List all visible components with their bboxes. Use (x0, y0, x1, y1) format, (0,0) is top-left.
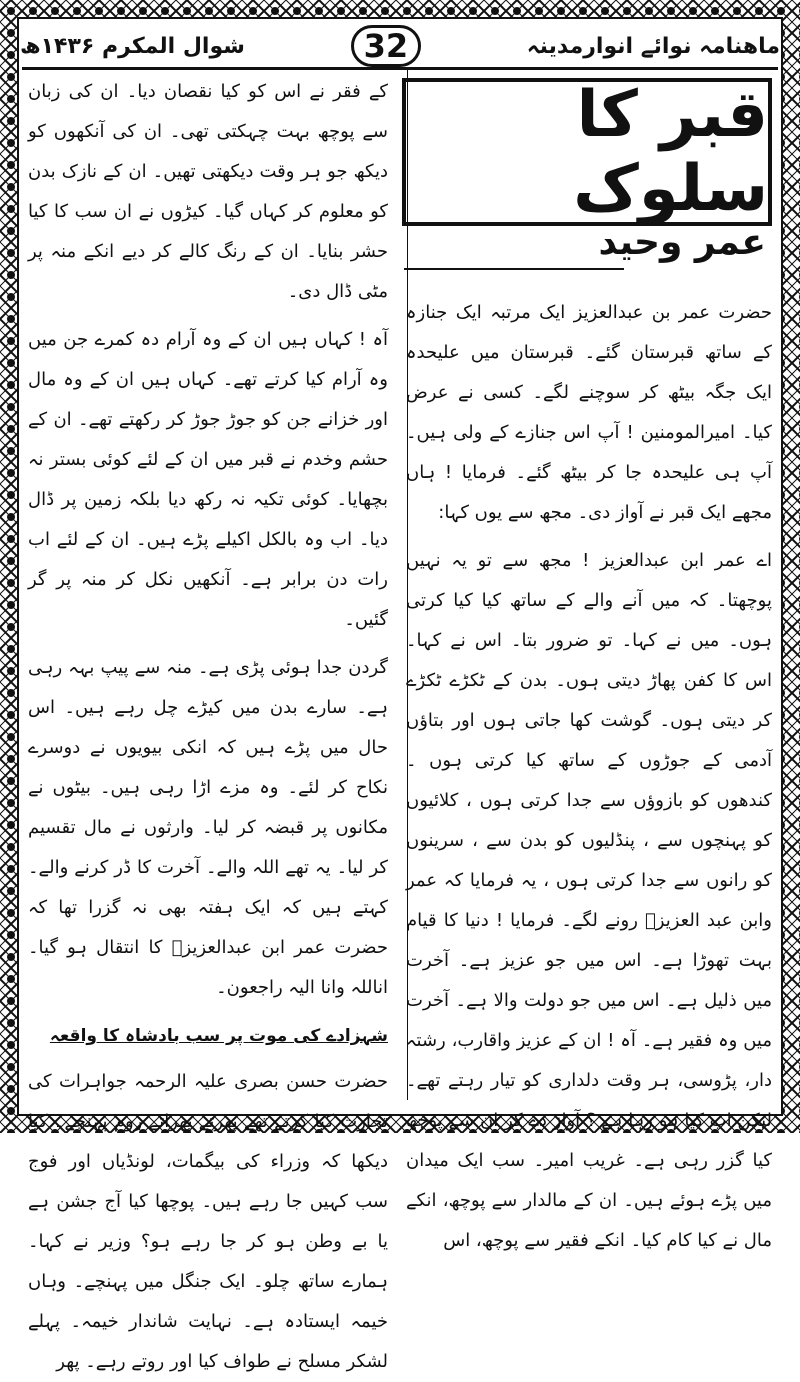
left-column (28, 72, 388, 1372)
right-column (406, 293, 772, 1251)
article-author: عمر وحید (598, 222, 766, 263)
author-rule (404, 268, 624, 270)
magazine-name: ماھنامہ نوائے انوارمدینہ (526, 33, 780, 59)
paragraph: اے عمر ابن عبدالعزیز ! مجھ سے تو یہ نہیں پوچھتا۔ کہ میں آنے والے کے ساتھ کیا کیا کرتی ہوں۔ میں نے کہا۔ تو ضرور بتا۔ اس نے کہا۔ اس کا کفن پھاڑ دیتی ہوں۔ بدن کے ٹکڑے ٹکڑے کر دیتی ہوں۔ گوشت کھا جاتی ہوں اور بتاؤں آدمی کے جوڑوں کے ساتھ کیا کرتی ہوں ۔ کندھوں کو بازوؤں سے جدا کرتی ہوں ، کلائیوں کو پہنچوں سے ، پنڈلیوں کو بدن سے ، سرینوں کو رانوں سے جدا کرتی ہوں ، یہ فرمایا کہ عمر وابن عبد العزیزؒ رونے لگے۔ فرمایا ! دنیا کا قیام بہت تھوڑا ہے۔ اس میں جو عزیز ہے۔ آخرت میں ذلیل ہے۔ اس میں جو دولت والا ہے۔ آخرت میں وہ فقیر ہے۔ آہ ! ان کے عزیز واقارب، رشتہ دار، پڑوسی، ہر وقت دلداری کو تیار رہتے تھے۔ لیکن اب کیا ہو رہا ہے ؟ آواز دے کر ان سے پوچھ کیا گزر رہی ہے۔ غریب امیر۔ سب ایک میدان میں پڑے ہوئے ہیں۔ ان کے مالدار سے پوچھ، انکے مال نے کیا کام کیا۔ انکے فقیر سے پوچھ، اس (406, 550, 772, 1251)
title-box (402, 78, 772, 226)
issue-date: شوال المکرم ۱۴۳۶ھ (20, 33, 245, 59)
section-subheading: شہزادے کی موت پر سب بادشاہ کا واقعہ (49, 1026, 388, 1046)
paragraph: آہ ! کہاں ہیں ان کے وہ آرام دہ کمرے جن میں وہ آرام کیا کرتے تھے۔ کہاں ہیں ان کے وہ مال اور خزانے جن کو جوڑ جوڑ کر رکھتے تھے۔ ان کے حشم وخدم نے قبر میں ان کے لئے کوئی بستر نہ بچھایا۔ کوئی تکیہ نہ رکھ دیا بلکہ زمین پر ڈال دیا۔ اب وہ بالکل اکیلے پڑے ہیں۔ ان کے لئے اب رات دن برابر ہے۔ آنکھیں نکل کر منہ پر گر گئیں۔ (28, 329, 388, 630)
paragraph: کے فقر نے اس کو کیا نقصان دیا۔ ان کی زبان سے پوچھ بہت چہکتی تھی۔ ان کی آنکھوں کو دیکھ جو ہر وقت دیکھتی تھیں۔ ان کے نازک بدن کو معلوم کر کہاں گیا۔ کیڑوں نے ان سب کا کیا حشر بنایا۔ ان کے رنگ کالے کر دیے انکے منہ پر مٹی ڈال دی۔ (28, 81, 388, 302)
header-rule (22, 67, 778, 70)
page-number: 32 (351, 25, 422, 67)
article-title: قبر کا سلوک (573, 78, 768, 226)
paragraph: حضرت حسن بصری علیہ الرحمہ جواہرات کی تجارت کیا کرتے تھے پھرتے پھراتے روم پہنچے۔ کیا دیکھا کہ وزراء کی بیگمات، لونڈیاں اور فوج سب کہیں جا رہے ہیں۔ پوچھا کیا آج جشن ہے یا بے وطن ہو کر جا رہے ہو؟ وزیر نے کہا۔ ہمارے ساتھ چلو۔ ایک جنگل میں پہنچے۔ وہاں خیمہ ایستادہ ہے۔ نہایت شاندار خیمہ۔ پہلے لشکر مسلح نے طواف کیا اور روتے رہے۔ پھر (28, 1071, 388, 1372)
paragraph: حضرت عمر بن عبدالعزیز ایک مرتبہ ایک جنازہ کے ساتھ قبرستان گئے۔ قبرستان میں علیحدہ ایک جگہ بیٹھ کر سوچنے لگے۔ کسی نے عرض کیا۔ امیرالمومنین ! آپ اس جنازے کے ولی ہیں۔ آپ ہی علیحدہ جا کر بیٹھ گئے۔ فرمایا ! ہاں مجھے ایک قبر نے آواز دی۔ مجھ سے یوں کہا: (406, 302, 772, 523)
page-header (20, 24, 780, 68)
paragraph: گردن جدا ہوئی پڑی ہے۔ منہ سے پیپ بہہ رہی ہے۔ سارے بدن میں کیڑے چل رہے ہیں۔ اس حال میں پڑے ہیں کہ انکی بیویوں نے دوسرے نکاح کر لئے۔ وہ مزے اڑا رہی ہیں۔ بیٹوں نے مکانوں پر قبضہ کر لیا۔ وارثوں نے مال تقسیم کر لیا۔ یہ تھے اللہ والے۔ آخرت کا ڈر کرنے والے۔ کہتے ہیں کہ ایک ہفتہ بھی نہ گزرا تھا کہ حضرت عمر ابن عبدالعزیزؒ کا انتقال ہو گیا۔ اناللہ وانا الیہ راجعون۔ (28, 657, 388, 998)
